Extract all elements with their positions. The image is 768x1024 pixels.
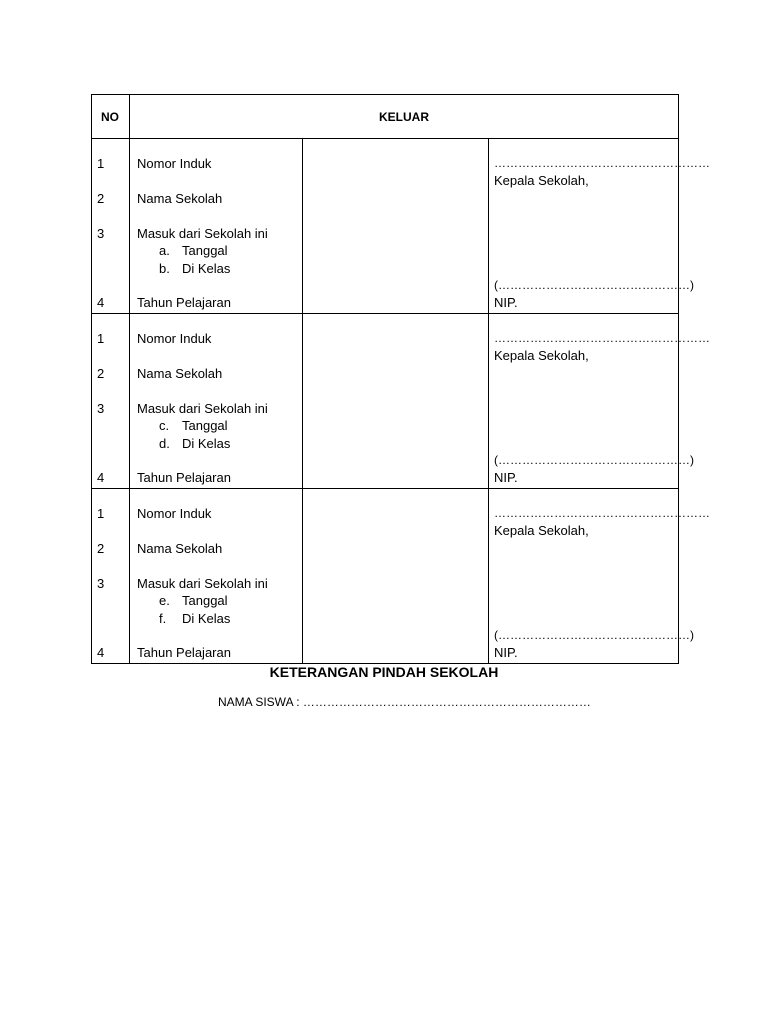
row-number: 1 (97, 331, 105, 346)
list-marker: a. (159, 243, 170, 258)
entry-cell (303, 139, 489, 314)
label-tahun-pelajaran: Tahun Pelajaran (137, 470, 231, 485)
row-number: 1 (97, 156, 105, 171)
numbers-cell (92, 489, 130, 664)
label-masuk: Masuk dari Sekolah ini (137, 401, 268, 416)
signature-name-line: (…………………………………………) (494, 453, 694, 467)
row-number: 2 (97, 366, 105, 381)
entry-cell (303, 489, 489, 664)
label-tanggal: Tanggal (182, 593, 228, 608)
label-nama-sekolah: Nama Sekolah (137, 366, 223, 381)
labels-cell (130, 489, 303, 664)
date-dots: ……………………………………………… (494, 331, 710, 345)
entry-cell (303, 314, 489, 489)
row-number: 2 (97, 541, 105, 556)
page-heading: KETERANGAN PINDAH SEKOLAH (269, 664, 499, 680)
row-number: 1 (97, 506, 105, 521)
label-tanggal: Tanggal (182, 418, 228, 433)
label-tahun-pelajaran: Tahun Pelajaran (137, 645, 231, 660)
nip-label: NIP. (494, 470, 518, 485)
label-masuk: Masuk dari Sekolah ini (137, 576, 268, 591)
kepala-sekolah-label: Kepala Sekolah, (494, 523, 589, 538)
label-masuk: Masuk dari Sekolah ini (137, 226, 268, 241)
row-number: 3 (97, 576, 105, 591)
row-number: 4 (97, 295, 105, 310)
signature-cell (489, 489, 710, 664)
kepala-sekolah-label: Kepala Sekolah, (494, 173, 589, 188)
nip-label: NIP. (494, 295, 518, 310)
form-block-1 (92, 139, 679, 314)
date-dots: ……………………………………………… (494, 156, 710, 170)
labels-cell (130, 139, 303, 314)
list-marker: c. (159, 418, 170, 433)
row-number: 4 (97, 470, 105, 485)
signature-cell (489, 139, 710, 314)
signature-name-line: (…………………………………………) (494, 278, 694, 292)
label-di-kelas: Di Kelas (182, 611, 231, 626)
date-dots: ……………………………………………… (494, 506, 710, 520)
label-nomor-induk: Nomor Induk (137, 331, 212, 346)
label-di-kelas: Di Kelas (182, 436, 231, 451)
row-number: 2 (97, 191, 105, 206)
header-no: NO (92, 95, 130, 139)
label-nomor-induk: Nomor Induk (137, 156, 212, 171)
list-marker: b. (159, 261, 170, 276)
nama-siswa-line: NAMA SISWA : ……………………………………………………………… (218, 695, 591, 709)
kepala-sekolah-label: Kepala Sekolah, (494, 348, 589, 363)
list-marker: e. (159, 593, 170, 608)
row-number: 4 (97, 645, 105, 660)
list-marker: f. (159, 611, 167, 626)
label-tahun-pelajaran: Tahun Pelajaran (137, 295, 231, 310)
label-tanggal: Tanggal (182, 243, 228, 258)
signature-cell (489, 314, 710, 489)
table-header-row (92, 95, 679, 139)
list-marker: d. (159, 436, 170, 451)
numbers-cell (92, 314, 130, 489)
labels-cell (130, 314, 303, 489)
label-nama-sekolah: Nama Sekolah (137, 541, 223, 556)
header-keluar: KELUAR (130, 95, 679, 139)
form-block-2 (92, 314, 679, 489)
label-nama-sekolah: Nama Sekolah (137, 191, 223, 206)
row-number: 3 (97, 226, 105, 241)
transfer-form-table (91, 94, 710, 664)
numbers-cell (92, 139, 130, 314)
label-nomor-induk: Nomor Induk (137, 506, 212, 521)
signature-name-line: (…………………………………………) (494, 628, 694, 642)
nip-label: NIP. (494, 645, 518, 660)
row-number: 3 (97, 401, 105, 416)
form-block-3 (92, 489, 679, 664)
label-di-kelas: Di Kelas (182, 261, 231, 276)
